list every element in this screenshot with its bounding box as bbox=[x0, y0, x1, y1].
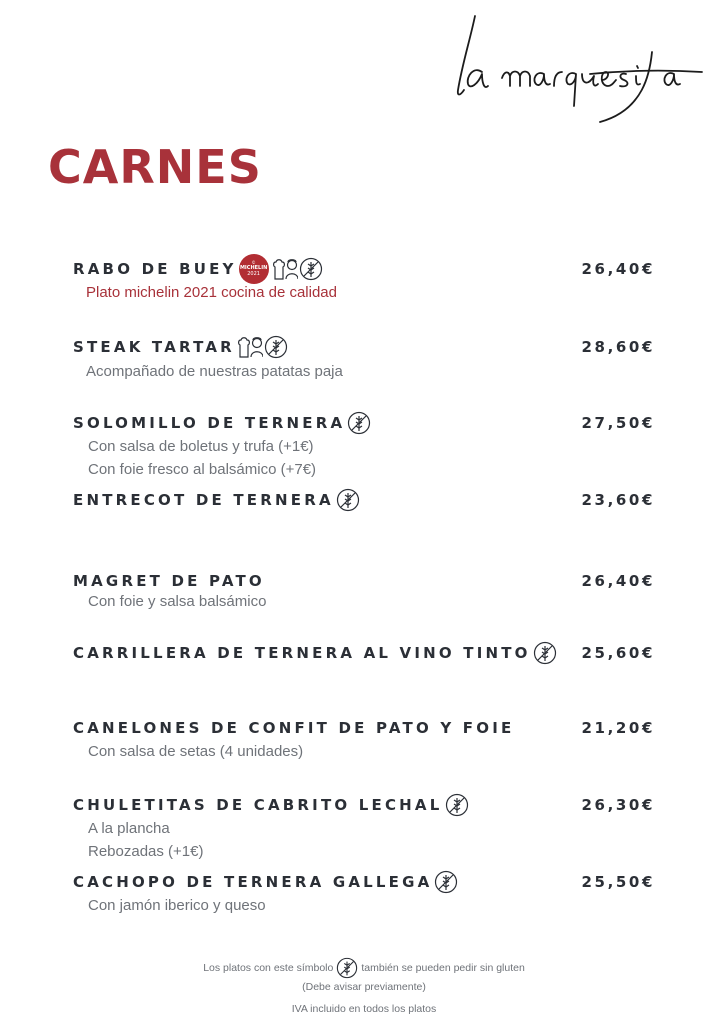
menu-item bbox=[73, 793, 663, 863]
gluten-free-icon bbox=[336, 488, 360, 512]
gluten-free-icon bbox=[445, 793, 469, 817]
dish-option: Con salsa de boletus y trufa (+1€) bbox=[88, 438, 314, 455]
gluten-free-icon bbox=[264, 335, 288, 359]
menu-item bbox=[73, 641, 663, 665]
menu-item bbox=[73, 335, 663, 383]
dish-name: MAGRET DE PATO bbox=[73, 572, 265, 590]
footer-note: Los platos con este símbolo bbox=[203, 962, 334, 974]
chef-icon bbox=[237, 335, 263, 359]
brand-logo bbox=[440, 10, 710, 130]
menu-item bbox=[73, 411, 663, 481]
section-title: CARNES bbox=[48, 140, 262, 194]
footer-notes bbox=[0, 958, 728, 1018]
dish-price: 27,50€ bbox=[581, 414, 655, 432]
dish-price: 25,60€ bbox=[581, 644, 655, 662]
dish-description: Con foie y salsa balsámico bbox=[88, 593, 267, 610]
dish-option: Rebozadas (+1€) bbox=[88, 843, 204, 860]
dish-description: Acompañado de nuestras patatas paja bbox=[86, 363, 343, 380]
dish-price: 26,40€ bbox=[581, 572, 655, 590]
dish-name: ENTRECOT DE TERNERA bbox=[73, 491, 334, 509]
dish-price: 26,40€ bbox=[581, 260, 655, 278]
michelin-badge: © MICHELIN 2021 bbox=[239, 254, 269, 284]
dish-name: CARRILLERA DE TERNERA AL VINO TINTO bbox=[73, 644, 531, 662]
menu-item bbox=[73, 257, 663, 304]
dish-name: CHULETITAS DE CABRITO LECHAL bbox=[73, 796, 443, 814]
dish-price: 26,30€ bbox=[581, 796, 655, 814]
gluten-free-icon bbox=[533, 641, 557, 665]
footer-note: también se pueden pedir sin gluten bbox=[361, 962, 525, 974]
dish-name: CACHOPO DE TERNERA GALLEGA bbox=[73, 873, 433, 891]
menu-item bbox=[73, 870, 663, 917]
gluten-free-icon bbox=[347, 411, 371, 435]
menu-item bbox=[73, 488, 663, 512]
footer-note: (Debe avisar previamente) bbox=[302, 981, 426, 993]
gluten-free-icon bbox=[434, 870, 458, 894]
dish-option: A la plancha bbox=[88, 820, 170, 837]
menu-item bbox=[73, 569, 663, 611]
dish-description: Con jamón iberico y queso bbox=[88, 897, 266, 914]
dish-name: CANELONES DE CONFIT DE PATO Y FOIE bbox=[73, 719, 515, 737]
dish-name: RABO DE BUEY bbox=[73, 260, 237, 278]
footer-note: IVA incluido en todos los platos bbox=[291, 1003, 437, 1015]
dish-description: Con salsa de setas (4 unidades) bbox=[88, 743, 304, 760]
gluten-free-icon bbox=[336, 957, 358, 979]
dish-price: 23,60€ bbox=[581, 491, 655, 509]
dish-price: 25,50€ bbox=[581, 873, 655, 891]
dish-price: 21,20€ bbox=[581, 719, 655, 737]
menu-item bbox=[73, 716, 663, 763]
chef-icon bbox=[272, 257, 298, 281]
gluten-free-icon bbox=[299, 257, 323, 281]
dish-description: Plato michelin 2021 cocina de calidad bbox=[86, 284, 337, 301]
dish-name: SOLOMILLO DE TERNERA bbox=[73, 414, 346, 432]
dish-name: STEAK TARTAR bbox=[73, 338, 235, 356]
dish-price: 28,60€ bbox=[581, 338, 655, 356]
dish-option: Con foie fresco al balsámico (+7€) bbox=[88, 461, 317, 478]
